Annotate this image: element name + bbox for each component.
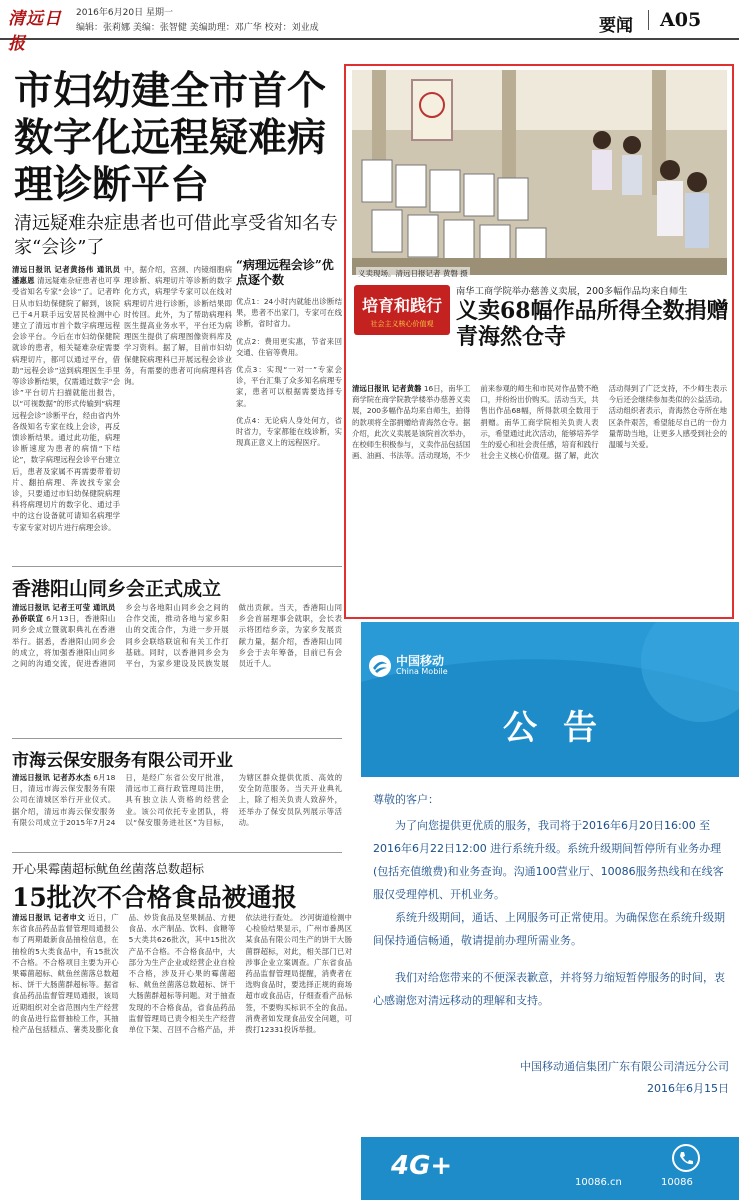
lead-byline: 清远日报讯 记者黄扬伟 通讯员潘惠恩 xyxy=(12,265,120,286)
story4-body-text: 近日，广东省食品药品监督管理局通报公布了两期最新食品抽检信息，在抽检的5大类食品中，有15批次不合格。不合格项目主要为开心果霉菌超标、鱿鱼丝菌落总数超标、饼干大肠菌群超标等。据省食品药品监督管理局通报，该局近期组织对全省范围内生产经营的食品进行监督抽检工作，其抽检产品包括糕点、薯类及膨化食品、炒货食品及坚果制品、方便食品、水产制品、饮料、食糖等5大类共626批次，其中15批次产品不合格。不合格食品中，大部分为生产企业或经营企业自检不合格，涉及开心果的霉菌超标、鱿鱼丝菌落总数超标、饼干大肠菌群超标等问题。对于抽查发现的不合格食品，省食品药品监督管理局已责令相关生产经营单位下架、召回不合格产品，并依法进行查处。 xyxy=(12,913,298,1035)
page-number: A05 xyxy=(660,9,702,31)
feature-headline: 义卖68幅作品所得全数捐赠青海然仓寺 xyxy=(456,298,729,350)
notice-paragraph-1: 为了向您提供更优质的服务，我司将于2016年6月20日16:00 至2016年6月22日12:00 进行系统升级。系统升级期间暂停所有业务办理(包括充值缴费)和业务查询。沟通100营业厅、10086服务热线和在线客服仅受理停机、开机业务。 xyxy=(373,819,724,901)
lead-sidebar xyxy=(236,258,342,550)
website: 10086.cn xyxy=(575,1177,622,1188)
lead-body-col2 xyxy=(124,264,232,550)
column-badge xyxy=(354,285,450,335)
story4-body xyxy=(12,912,352,1194)
feature-byline: 清远日报讯 记者黄磐 xyxy=(352,384,422,393)
story4-headline: 15批次不合格食品被通报 xyxy=(12,883,297,912)
staff-credits: 编辑：张莉娜 美编：张智健 美编助理：邓广华 校对：刘业成 xyxy=(76,23,319,33)
ad-footer xyxy=(361,1137,739,1200)
section-divider xyxy=(12,566,342,567)
story2-byline: 清远日报讯 记者王可莹 通讯员孙侨联宣 xyxy=(12,603,116,624)
section-divider xyxy=(12,852,342,853)
story2-body-text: 6月13日，香港阳山同乡会成立暨就职典礼在香港举行。据悉，香港阳山同乡会的成立，将加强香港阳山同乡之间的沟通交流，促进香港同乡会与各地阳山同乡会之间的合作交流，推动各地与家乡阳山的交流合作，为进一步开展同乡会联络联谊和有关工作打基础。同时，以香港同乡会为平台，为家乡建设及民族发展做出贡献。当天，香港阳山同乡会首届理事会就职，会长表示将团结乡亲，为家乡发展贡献力量，据介绍，香港阳山同乡会于去年筹备，目前已有会员近千人。 xyxy=(12,603,342,669)
lead-body-text-2: 中，据介绍，宫颈、内镜细胞病理诊断、病理切片等诊断的数字化方式，病理学专家可以在线对病理切片进行诊断，诊断结果即时传回。此外，为了帮助病理科医生提高业务水平，平台还为病理医生提供了病理图像资料库及学习资料。据了解，目前市妇幼保健院病理科已开展远程会诊业务，有需要的患者可向病理科咨询。 xyxy=(124,265,232,387)
china-mobile-logo xyxy=(368,650,468,682)
story4-kicker: 开心果霉菌超标鱿鱼丝菌落总数超标 xyxy=(12,862,205,876)
china-mobile-icon xyxy=(368,654,392,678)
story4-byline: 清远日报讯 记者申文 xyxy=(12,913,86,922)
newspaper-logo: 清远日报 xyxy=(8,9,62,54)
notice-salutation: 尊敬的客户： xyxy=(373,793,439,806)
brand-name-cn: 中国移动 xyxy=(396,654,445,668)
section-name: 要闻 xyxy=(599,16,633,36)
sidebar-item: 优点2：费用更实惠，节省来回交通、住宿等费用。 xyxy=(236,336,342,357)
badge-title: 培育和践行 xyxy=(361,296,442,315)
story3-body xyxy=(12,772,342,842)
lead-body-col1 xyxy=(12,264,120,550)
header-divider xyxy=(648,10,649,30)
story3-body-text: 6月18日，清远市海云保安服务有限公司在清城区举行开业仪式。据介绍，清远市海云保安服务有限公司成立于2015年7月24日，是经广东省公安厅批准，清远市工商行政管理局注册，具有独立法人资格的经营企业。该公司依托专业团队，将以“保安服务进社区”为目标，为辖区群众提供优质、高效的安全防范服务。当天开业典礼上，除了相关负责人致辞外，还举办了保安员队列展示等活动。 xyxy=(12,773,342,827)
sidebar-item: 优点4：无论病人身处何方，省时省力，专家都能在线诊断，实现真正意义上的远程医疗。 xyxy=(236,415,342,448)
notice-signer: 中国移动通信集团广东有限公司清远分公司 xyxy=(520,1060,729,1073)
lead-body-text: 清远疑难杂症患者也可享受省知名专家“会诊”了。记者昨日从市妇幼保健院了解到，该院已于4月联手远安居民检测中心建立了清远市首个数字病理远程会诊平台。今后在市妇幼保健院就诊的患者，相关疑难杂症需要病理切片，都可以通过平台，借助“远程会诊”送到病理医生手里等诊诊断结果，仅需通过数字“会诊”平台切片扫描就能出报告，以“可视数据”的形式传输到“病理远程会诊”诊断平台，经由省内外各级知名专家在线上会诊，再反馈诊断结果。通过此功能，病理诊断速度为患者的病情“下结论”，数字病理远程会诊平台建立后，患者及家属不再需要带着切片、翻拍病理、奔波找专家会诊，只要通过市妇幼保健院病理科将病理切片的数字化、通过手中的这台设备就可请知名病理学专家专家对切片进行病理会诊。 xyxy=(12,276,120,532)
notice-paragraph-3: 我们对给您带来的不便深表歉意，并将努力缩短暂停服务的时间，衷心感谢您对清远移动的理解和支持。 xyxy=(373,971,725,1007)
brand-name-en: China Mobile xyxy=(396,667,448,676)
notice-title: 公告 xyxy=(503,708,623,748)
story4-body-text-2: 沙河街道检测中心检验结果显示，广州市番禺区某食品有限公司生产的饼干大肠菌群超标，对此，相关部门已对涉事企业立案调查。广东省食品药品监督管理局提醒，消费者在选购食品时，要选择正规的商场超市或食品店，仔细查看产品标签，不要购买标识不全的食品。消费者如发现食品安全问题，可拨打12331投诉举报。 xyxy=(245,913,352,1035)
feature-body-text: 16日，南华工商学院在商学院教学楼举办慈善义卖展，200多幅作品均来自师生，拍得的款项将全部捐赠给青海然仓寺。据介绍，此次义卖展是该院首次举办，在校师生积极参与，义卖作品包括国画、油画、书法等。活动现场，不少前来参观的师生和市民对作品赞不绝口，并纷纷出价购买。活动当天，共售出作品68幅，所得款项全数用于捐赠。南华工商学院相关负责人表示，希望通过此次活动，能够培养学生的爱心和社会责任感，培育和践行社会主义核心价值观。据了解，此次活动得到了广泛支持，不少师生表示今后还会继续参加类似的公益活动。活动组织者表示，青海然仓寺所在地区条件艰苦，希望能尽自己的一份力量帮助当地，让更多人感受到社会的温暖与关爱。 xyxy=(352,384,727,461)
story3-headline: 市海云保安服务有限公司开业 xyxy=(12,751,233,771)
sidebar-item: 优点3：实现“一对一”专家会诊，平台汇集了众多知名病理专家，患者可以根据需要选择专家。 xyxy=(236,365,342,408)
sidebar-item: 优点1：24小时内就能出诊断结果，患者不出家门，专家可在线诊断，省时省力。 xyxy=(236,297,342,329)
page-header xyxy=(0,0,739,54)
story2-body xyxy=(12,602,342,714)
lead-subheadline: 清远疑难杂症患者也可借此享受省知名专家“会诊”了 xyxy=(14,213,338,258)
lead-headline: 市妇幼建全市首个数字化远程疑难病理诊断平台 xyxy=(14,68,327,208)
notice-date: 2016年6月15日 xyxy=(647,1082,729,1095)
issue-date: 2016年6月20日 星期一 xyxy=(76,8,173,18)
badge-4g: 4G+ xyxy=(391,1151,453,1181)
story3-byline: 清远日报讯 记者苏水杰 xyxy=(12,773,91,782)
exhibition-scene xyxy=(352,70,727,275)
notice-paragraph-2: 系统升级期间，通话、上网服务可正常使用。为确保您在系统升级期间保持通信畅通，敬请提前办理所需业务。 xyxy=(373,911,725,947)
feature-body xyxy=(352,383,727,613)
phone-icon xyxy=(671,1143,701,1173)
feature-kicker: 南华工商学院举办慈善义卖展，200多幅作品均来自师生 xyxy=(456,286,688,297)
feature-photo xyxy=(352,70,727,275)
sidebar-title: “病理远程会诊”优点逐个数 xyxy=(236,258,334,287)
hotline: 10086 xyxy=(661,1177,693,1188)
story2-headline: 香港阳山同乡会正式成立 xyxy=(12,578,222,600)
badge-subtitle: 社会主义核心价值观 xyxy=(370,320,434,328)
section-divider xyxy=(12,738,342,739)
photo-caption: 义卖现场。清远日报记者 黄磐 摄 xyxy=(358,269,468,278)
